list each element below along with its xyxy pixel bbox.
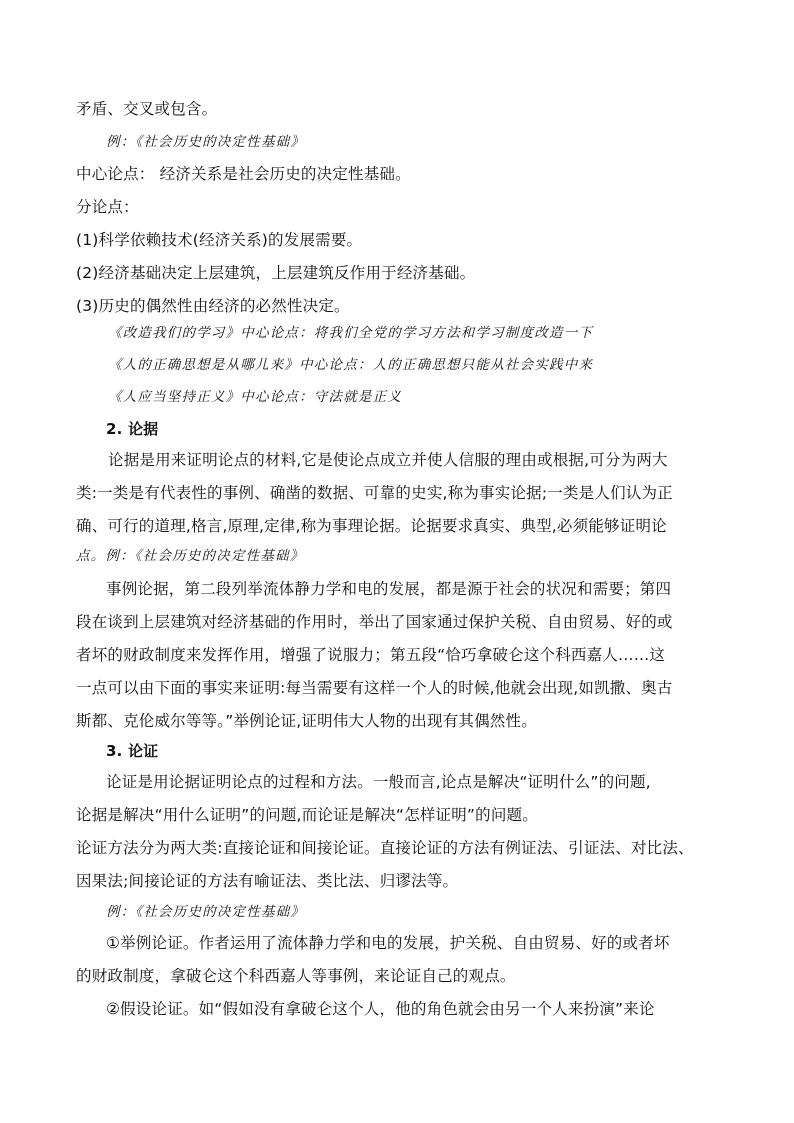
text-line: 矛盾、交叉或包含。 xyxy=(76,100,218,118)
paragraph-line: 论据是解决“用什么证明”的问题,而论证是解决“怎样证明”的问题。 xyxy=(76,806,538,824)
paragraph-line: ①举例论证。作者运用了流体静力学和电的发展，护关税、自由贸易、好的或者坏 xyxy=(106,934,670,952)
paragraph-line: 段在谈到上层建筑对经济基础的作用时，举出了国家通过保护关税、自由贸易、好的或 xyxy=(76,613,673,631)
paragraph-line: 论证方法分为两大类:直接论证和间接论证。直接论证的方法有例证法、引证法、对比法、 xyxy=(76,839,694,857)
sub-thesis-item: (3)历史的偶然性由经济的必然性决定。 xyxy=(76,297,350,315)
paragraph-line: 因果法;间接论证的方法有喻证法、类比法、归谬法等。 xyxy=(76,872,459,890)
paragraph-line: 的财政制度，拿破仑这个科西嘉人等事例，来论证自己的观点。 xyxy=(76,967,516,985)
paragraph-line: ②假设论证。如“假如没有拿破仑这个人，他的角色就会由另一个人来扮演”来论 xyxy=(106,1000,655,1018)
paragraph-line: 点。例：《社会历史的决定性基础》 xyxy=(76,548,305,564)
sub-thesis-item: (1)科学依赖技术(经济关系)的发展需要。 xyxy=(76,231,363,249)
example-thesis-line: 《人应当坚持正义》中心论点：守法就是正义 xyxy=(108,389,402,405)
section-heading-evidence: 2. 论据 xyxy=(106,420,159,438)
central-thesis-line: 中心论点： 经济关系是社会历史的决定性基础。 xyxy=(76,165,411,183)
example-line: 例：《社会历史的决定性基础》 xyxy=(106,904,306,920)
paragraph-line: 类:一类是有代表性的事例、确凿的数据、可靠的史实,称为事实论据;一类是人们认为正 xyxy=(76,484,673,502)
paragraph-line: 者坏的财政制度来发挥作用，增强了说服力；第五段“恰巧拿破仑这个科西嘉人……这 xyxy=(76,646,666,664)
paragraph-line: 斯都、克伦威尔等等。”举例论证,证明伟大人物的出现有其偶然性。 xyxy=(76,712,537,730)
paragraph-line: 论证是用论据证明论点的过程和方法。一般而言,论点是解决“证明什么”的问题, xyxy=(106,773,651,791)
example-thesis-line: 《改造我们的学习》中心论点：将我们全党的学习方法和学习制度改造一下 xyxy=(108,325,594,341)
paragraph-line: 确、可行的道理,格言,原理,定律,称为事理论据。论据要求真实、典型,必须能够证明论 xyxy=(76,517,667,535)
example-thesis-line: 《人的正确思想是从哪儿来》中心论点：人的正确思想只能从社会实践中来 xyxy=(108,357,594,373)
example-line: 例：《社会历史的决定性基础》 xyxy=(106,134,306,150)
paragraph-line: 论据是用来证明论点的材料,它是使论点成立并使人信服的理由或根据,可分为两大 xyxy=(108,451,668,469)
section-heading-argumentation: 3. 论证 xyxy=(106,742,159,760)
paragraph-line: 事例论据，第二段列举流体静力学和电的发展，都是源于社会的状况和需要；第四 xyxy=(106,580,672,598)
sub-thesis-label: 分论点： xyxy=(76,198,139,216)
paragraph-line: 一点可以由下面的事实来证明:每当需要有这样一个人的时候,他就会出现,如凯撒、奥古 xyxy=(76,679,673,697)
sub-thesis-item: (2)经济基础决定上层建筑，上层建筑反作用于经济基础。 xyxy=(76,264,476,282)
